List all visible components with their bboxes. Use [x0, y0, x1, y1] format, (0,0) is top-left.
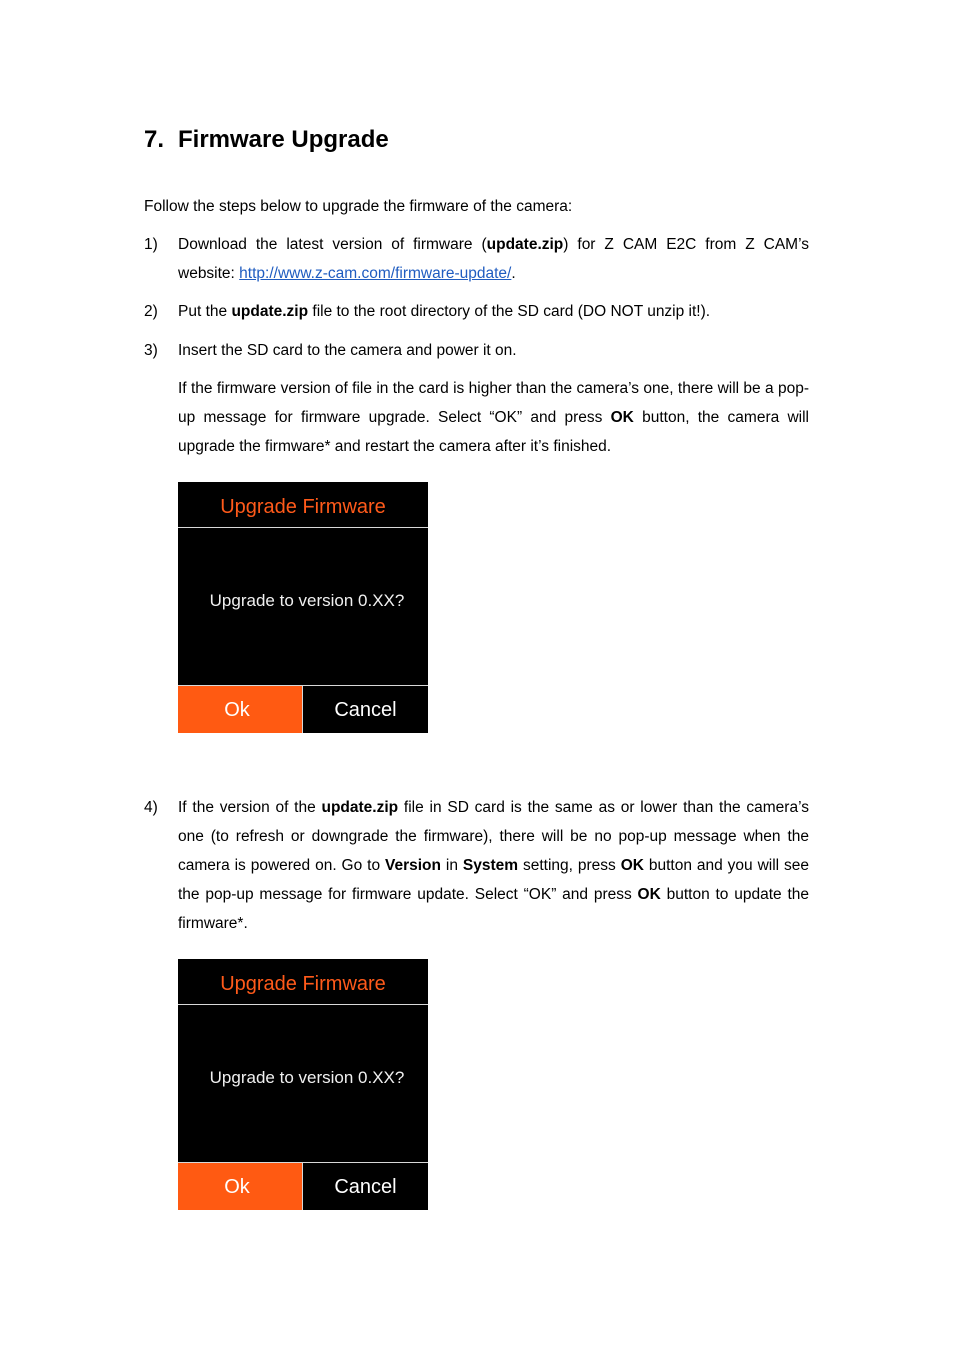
intro-text: Follow the steps below to upgrade the firmware of the camera:: [144, 198, 573, 215]
step-3-note: If the firmware version of file in the card is higher than the camera’s one, there will be a pop-up message for firmware upgrade. Select “OK” and press OK button, the camera will upgrade the firmware* and restart the camera after it’s finished.: [178, 380, 809, 455]
upgrade-firmware-dialog: [178, 482, 428, 733]
upgrade-firmware-dialog: [178, 959, 428, 1210]
section-title: Firmware Upgrade: [178, 126, 389, 153]
step-1-number: 1): [144, 236, 158, 253]
cancel-button[interactable]: Cancel: [302, 1162, 428, 1210]
ok-button[interactable]: Ok: [178, 685, 302, 733]
ok-button[interactable]: Ok: [178, 1162, 302, 1210]
firmware-update-link[interactable]: http://www.z-cam.com/firmware-update/: [239, 265, 512, 282]
dialog-message: Upgrade to version 0.XX?: [209, 1068, 405, 1087]
step-1-text: Download the latest version of firmware (update.zip) for Z CAM E2C from Z CAM’s website: http://www.z-cam.com/firmware-update/.: [178, 236, 809, 282]
step-2-number: 2): [144, 303, 158, 320]
step-4-text: If the version of the update.zip file in SD card is the same as or lower than the camera’s one (to refresh or downgrade the firmware), there will be no pop-up message when the camera is powered on. Go to Version in System setting, press OK button and you will see the pop-up message for firmware update. Select “OK” and press OK button to update the firmware*.: [178, 799, 810, 932]
step-3-number: 3): [144, 342, 158, 359]
dialog-message: Upgrade to version 0.XX?: [209, 591, 405, 610]
filename-update-zip: update.zip: [486, 236, 564, 253]
step-4-number: 4): [144, 799, 158, 816]
step-2-text: Put the update.zip file to the root directory of the SD card (DO NOT unzip it!).: [178, 303, 711, 320]
filename-update-zip: update.zip: [231, 303, 309, 320]
dialog-title: Upgrade Firmware: [178, 959, 428, 1005]
step-3-text: Insert the SD card to the camera and power it on.: [178, 342, 517, 359]
section-heading: [144, 124, 389, 156]
dialog-title: Upgrade Firmware: [178, 482, 428, 528]
cancel-button[interactable]: Cancel: [302, 685, 428, 733]
section-number: 7.: [144, 126, 165, 153]
